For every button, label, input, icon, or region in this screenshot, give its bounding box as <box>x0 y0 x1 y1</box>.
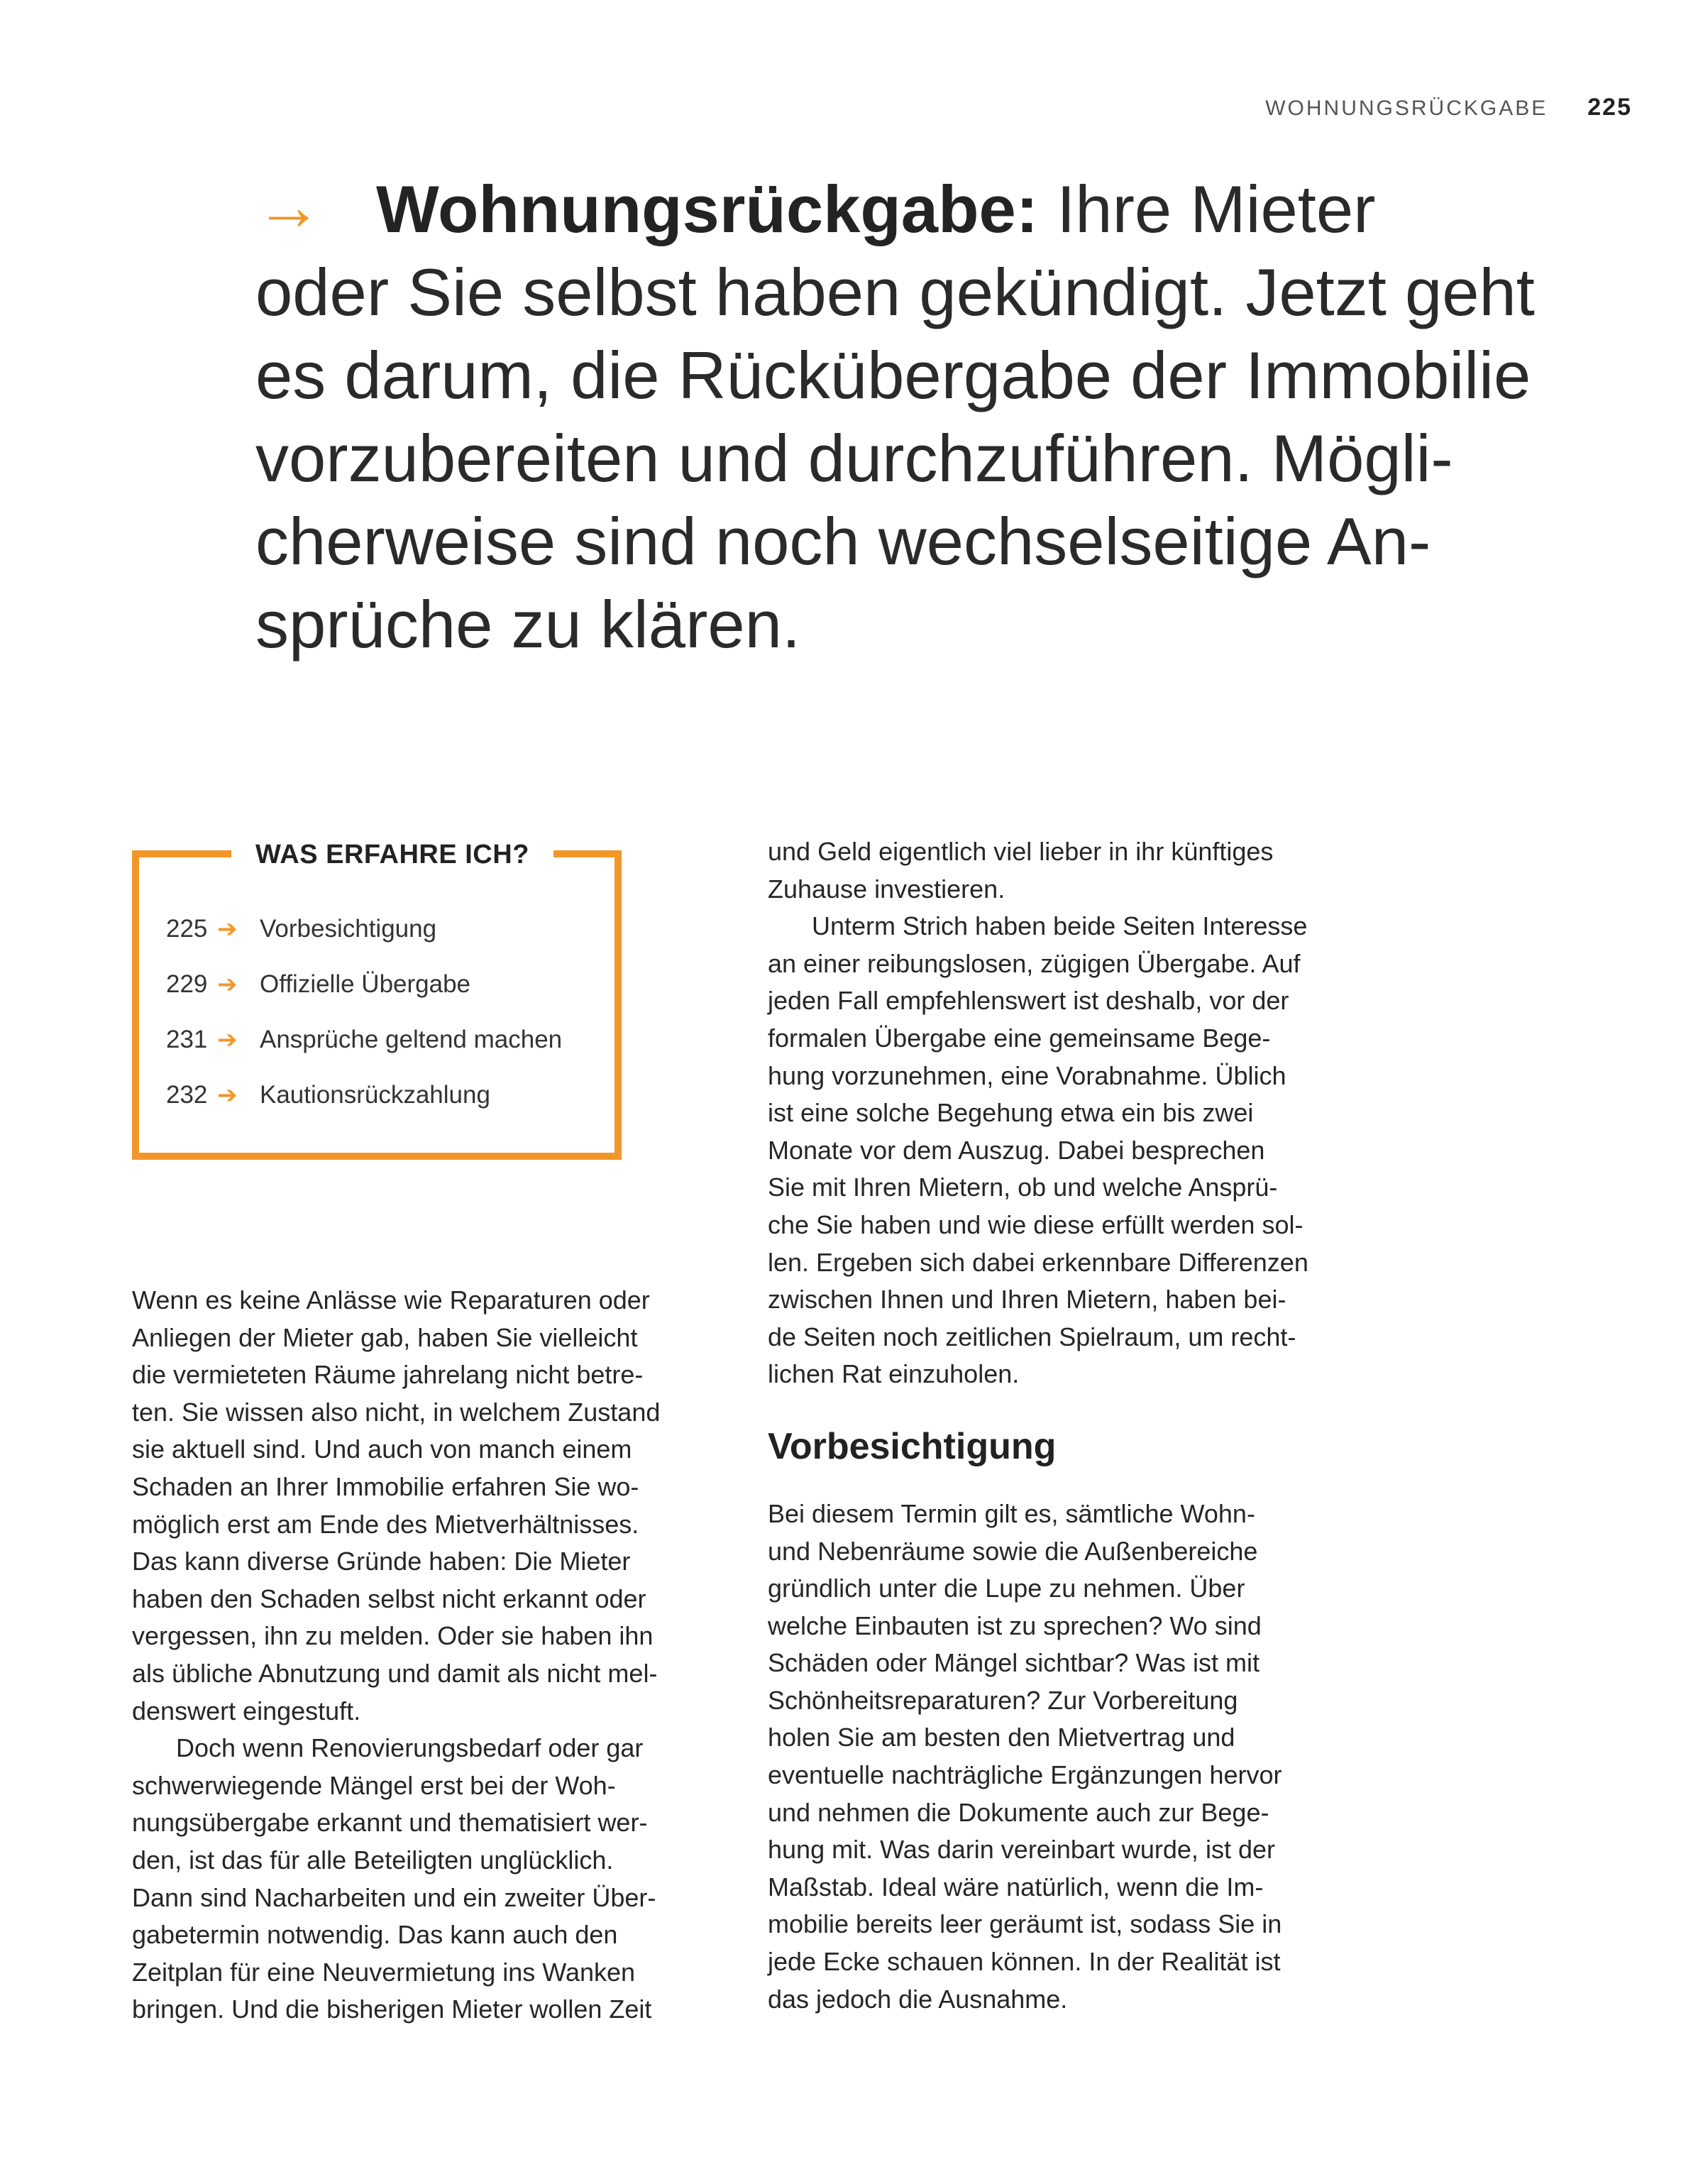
text-line: Sie mit Ihren Mietern, ob und welche Ansprü- <box>768 1173 1278 1202</box>
text-line: sie aktuell sind. Und auch von manch einem <box>132 1434 632 1464</box>
text-line: Zeitplan für eine Neuvermietung ins Wanken <box>132 1957 636 1987</box>
right-column <box>768 833 1449 2018</box>
info-box-title: WAS ERFAHRE ICH? <box>231 836 553 873</box>
page-number: 225 <box>1587 94 1632 121</box>
intro-line-6: sprüche zu klären. <box>255 587 801 662</box>
text-line: Das kann diverse Gründe haben: Die Mieter <box>132 1547 631 1576</box>
text-line: als übliche Abnutzung und damit als nicht mel- <box>132 1658 658 1688</box>
section-heading: Vorbesichtigung <box>768 1425 1057 1467</box>
intro-heading: Wohnungsrückgabe: <box>376 172 1039 246</box>
info-box-item[interactable] <box>166 1012 600 1068</box>
text-line: Anliegen der Mieter gab, haben Sie vielleicht <box>132 1322 638 1352</box>
info-box-item[interactable] <box>166 901 600 957</box>
info-box-list <box>166 901 600 1123</box>
text-line: Schaden an Ihrer Immobilie erfahren Sie wo- <box>132 1471 639 1501</box>
paragraph <box>768 833 1449 908</box>
text-line: mobilie bereits leer geräumt ist, sodass Sie in <box>768 1909 1282 1939</box>
text-line: die vermieteten Räume jahrelang nicht betre- <box>132 1360 644 1390</box>
arrow-right-icon: ➔ <box>217 916 238 943</box>
intro-line-4: vorzubereiten und durchzuführen. Mögli- <box>255 421 1453 495</box>
paragraph <box>132 1282 813 1730</box>
item-page: 225 <box>166 915 208 943</box>
text-line: vergessen, ihn zu melden. Oder sie haben ihn <box>132 1621 654 1651</box>
intro-text <box>255 168 1604 666</box>
text-line: Bei diesem Termin gilt es, sämtliche Wohn- <box>768 1498 1255 1528</box>
text-line: welche Einbauten ist zu sprechen? Wo sind <box>768 1610 1262 1640</box>
paragraph <box>768 908 1449 1393</box>
text-line: che Sie haben und wie diese erfüllt werden sol- <box>768 1209 1304 1239</box>
item-label: Offizielle Übergabe <box>260 970 471 998</box>
text-line: haben den Schaden selbst nicht erkannt oder <box>132 1584 646 1613</box>
text-line: schwerwiegende Mängel erst bei der Woh- <box>132 1770 616 1800</box>
text-line: Doch wenn Renovierungsbedarf oder gar <box>176 1733 644 1763</box>
text-line: gabetermin notwendig. Das kann auch den <box>132 1920 618 1950</box>
arrow-right-icon: ➔ <box>217 1026 238 1053</box>
text-line: möglich erst am Ende des Mietverhältnisses. <box>132 1509 639 1539</box>
text-line: Schäden oder Mängel sichtbar? Was ist mit <box>768 1648 1260 1678</box>
text-line: Wenn es keine Anlässe wie Reparaturen oder <box>132 1285 650 1315</box>
text-line: Maßstab. Ideal wäre natürlich, wenn die Im- <box>768 1872 1264 1902</box>
info-box-item[interactable] <box>166 1068 600 1123</box>
intro-line-1 <box>255 168 1604 251</box>
text-line: jeden Fall empfehlenswert ist deshalb, vor der <box>768 986 1289 1016</box>
arrow-right-icon: ➔ <box>217 1082 238 1109</box>
info-box <box>132 840 622 1160</box>
text-line: Zuhause investieren. <box>768 874 1005 904</box>
text-line: ten. Sie wissen also nicht, in welchem Zustand <box>132 1397 661 1427</box>
text-line: formalen Übergabe eine gemeinsame Bege- <box>768 1023 1271 1053</box>
intro-line-text: Ihre Mieter <box>1038 172 1376 246</box>
intro-line-5: cherweise sind noch wechselseitige An- <box>255 504 1431 578</box>
text-line: Dann sind Nacharbeiten und ein zweiter Über- <box>132 1882 656 1912</box>
item-label: Ansprüche geltend machen <box>260 1026 563 1053</box>
text-line: len. Ergeben sich dabei erkennbare Differenzen <box>768 1247 1308 1277</box>
text-line: den, ist das für alle Beteiligten unglücklich. <box>132 1845 614 1875</box>
text-line: hung mit. Was darin vereinbart wurde, ist der <box>768 1835 1275 1865</box>
intro-line-3: es darum, die Rückübergabe der Immobilie <box>255 338 1531 412</box>
text-line: lichen Rat einzuholen. <box>768 1359 1020 1389</box>
running-head-section: WOHNUNGSRÜCKGABE <box>1265 97 1548 120</box>
arrow-right-icon: → <box>255 169 322 243</box>
text-line: eventuelle nachträgliche Ergänzungen hervor <box>768 1760 1282 1790</box>
text-line: jede Ecke schauen können. In der Realität ist <box>768 1947 1281 1977</box>
text-line: und Geld eigentlich viel lieber in ihr künftiges <box>768 837 1274 866</box>
running-head <box>922 94 1632 121</box>
arrow-right-icon: ➔ <box>217 971 238 998</box>
item-label: Kautionsrückzahlung <box>260 1081 490 1109</box>
text-line: an einer reibungslosen, zügigen Übergabe. Auf <box>768 948 1301 978</box>
intro-line-2: oder Sie selbst haben gekündigt. Jetzt geht <box>255 255 1535 329</box>
text-line: nungsübergabe erkannt und thematisiert wer- <box>132 1808 648 1838</box>
text-line: Monate vor dem Auszug. Dabei besprechen <box>768 1135 1265 1165</box>
text-line: denswert eingestuft. <box>132 1696 361 1725</box>
text-line: hung vorzunehmen, eine Vorabnahme. Üblich <box>768 1060 1286 1090</box>
paragraph <box>132 1730 813 2029</box>
paragraph <box>768 1496 1449 2018</box>
text-line: de Seiten noch zeitlichen Spielraum, um recht- <box>768 1322 1296 1351</box>
text-line: das jedoch die Ausnahme. <box>768 1984 1068 2014</box>
text-line: Schönheitsreparaturen? Zur Vorbereitung <box>768 1685 1238 1715</box>
item-label: Vorbesichtigung <box>260 915 437 943</box>
item-page: 229 <box>166 970 208 998</box>
text-line: bringen. Und die bisherigen Mieter wollen Zeit <box>132 1994 652 2024</box>
text-line: und nehmen die Dokumente auch zur Bege- <box>768 1797 1269 1827</box>
info-box-item[interactable] <box>166 957 600 1012</box>
item-page: 232 <box>166 1081 208 1109</box>
text-line: zwischen Ihnen und Ihren Mietern, haben bei- <box>768 1285 1286 1315</box>
item-page: 231 <box>166 1026 208 1053</box>
text-line: gründlich unter die Lupe zu nehmen. Über <box>768 1574 1245 1603</box>
text-line: holen Sie am besten den Mietvertrag und <box>768 1723 1235 1752</box>
text-line: Unterm Strich haben beide Seiten Interesse <box>812 911 1308 941</box>
text-line: ist eine solche Begehung etwa ein bis zwei <box>768 1098 1254 1128</box>
left-column <box>132 1282 813 2029</box>
text-line: und Nebenräume sowie die Außenbereiche <box>768 1536 1258 1566</box>
